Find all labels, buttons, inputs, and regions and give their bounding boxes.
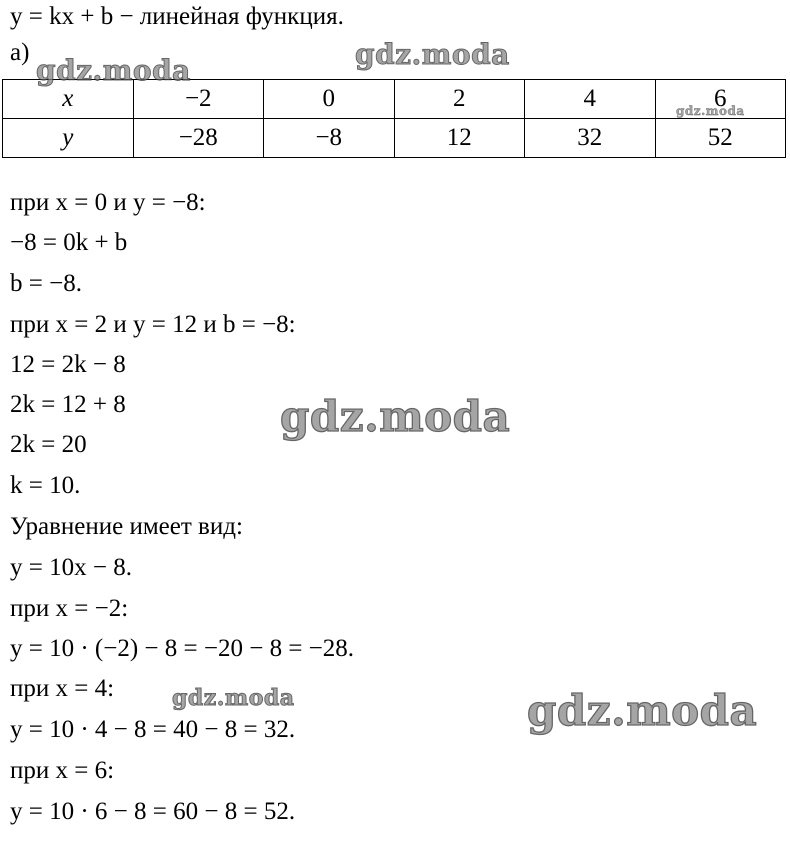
watermark: gdz.moda bbox=[355, 38, 510, 71]
solution-line: −8 = 0k + b bbox=[10, 229, 128, 256]
intro-text: y = kx + b − линейная функция. bbox=[10, 3, 344, 30]
solution-line: Уравнение имеет вид: bbox=[10, 513, 243, 540]
solution-line: при x = 0 и y = −8: bbox=[10, 189, 206, 216]
table-cell-y-label: y bbox=[3, 119, 134, 158]
table-cell: −2 bbox=[133, 80, 264, 119]
table-cell: 6 bbox=[655, 80, 786, 119]
solution-line: 12 = 2k − 8 bbox=[10, 351, 126, 378]
solution-line: 2k = 20 bbox=[10, 431, 87, 458]
table-cell: 32 bbox=[525, 119, 656, 158]
watermark: gdz.moda bbox=[527, 686, 758, 735]
solution-line: y = 10 · 6 − 8 = 60 − 8 = 52. bbox=[10, 798, 296, 825]
solution-line: y = 10 · 4 − 8 = 40 − 8 = 32. bbox=[10, 716, 296, 743]
solution-line: при x = −2: bbox=[10, 595, 129, 622]
table-cell: 52 bbox=[655, 119, 786, 158]
solution-line: при x = 2 и y = 12 и b = −8: bbox=[10, 311, 296, 338]
table-cell: 4 bbox=[525, 80, 656, 119]
solution-line: b = −8. bbox=[10, 270, 82, 297]
watermark: gdz.moda bbox=[36, 54, 191, 87]
table-cell: −8 bbox=[264, 119, 395, 158]
solution-line: k = 10. bbox=[10, 472, 81, 499]
watermark: gdz.moda bbox=[280, 392, 511, 441]
solution-line: 2k = 12 + 8 bbox=[10, 391, 126, 418]
table-cell: −28 bbox=[133, 119, 264, 158]
solution-line: при x = 6: bbox=[10, 757, 115, 784]
part-label: а) bbox=[10, 39, 30, 66]
values-table bbox=[2, 79, 786, 158]
table-cell-x-label: x bbox=[3, 80, 134, 119]
solution-line: y = 10x − 8. bbox=[10, 554, 132, 581]
watermark: gdz.moda bbox=[172, 685, 295, 711]
watermark: gdz.moda bbox=[676, 104, 745, 118]
table-cell: 0 bbox=[264, 80, 395, 119]
table-row-y bbox=[3, 119, 786, 158]
table-cell: 12 bbox=[394, 119, 525, 158]
solution-line: при x = 4: bbox=[10, 675, 115, 702]
table-cell: 2 bbox=[394, 80, 525, 119]
solution-line: y = 10 · (−2) − 8 = −20 − 8 = −28. bbox=[10, 635, 355, 662]
